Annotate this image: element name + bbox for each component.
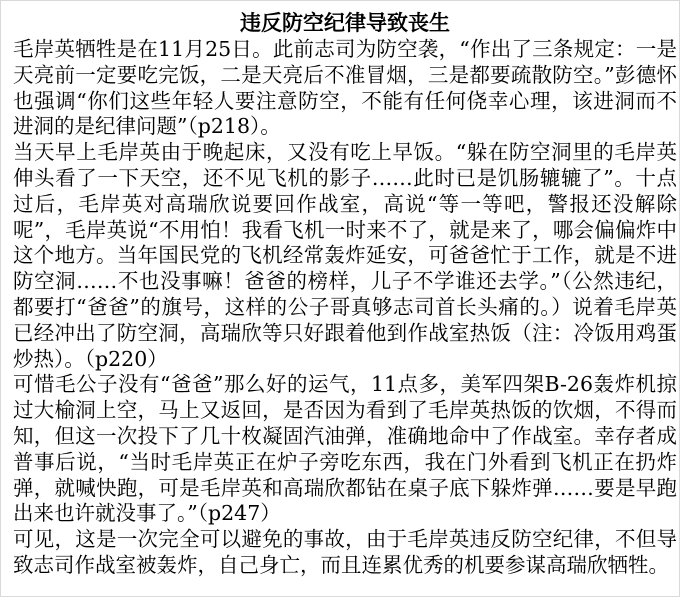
document-content	[13, 9, 677, 579]
paragraph-4: 可见，这是一次完全可以避免的事故，由于毛岸英违反防空纪律，不但导致志司作战室被轰炸，自己身亡，而且连累优秀的机要参谋高瑞欣牺牲。	[13, 527, 677, 577]
paragraph-3: 可惜毛公子没有“爸爸”那么好的运气，11点多，美军四架B-26轰炸机掠过大榆洞上空，马上又返回，是否因为看到了毛岸英热饭的饮烟，不得而知，但这一次投下了几十枚凝固汽油弹，准确地命中了作战室。幸存者成普事后说，“当时毛岸英正在炉子旁吃东西，我在门外看到飞机正在扔炸弹，就喊快跑，可是毛岸英和高瑞欣都钻在桌子底下躲炸弹……要是早跑出来也许就没事了。”（p247）	[13, 372, 677, 526]
document-title: 违反防空纪律导致丧生	[240, 10, 450, 35]
paragraph-2: 当天早上毛岸英由于晚起床，又没有吃上早饭。“躲在防空洞里的毛岸英伸头看了一下天空，还不见飞机的影子……此时已是饥肠辘辘了”。十点过后，毛岸英对高瑞欣说要回作战室，高说“等一等吧，警报还没解除呢”，毛岸英说“不用怕！我看飞机一时来不了，就是来了，哪会偏偏炸中这个地方。当年国民党的飞机经常轰炸延安，可爸爸忙于工作，就是不进防空洞……不也没事嘛！爸爸的榜样，儿子不学谁还去学。”（公然违纪，都要打“爸爸”的旗号，这样的公子哥真够志司首长头痛的。）说着毛岸英已经冲出了防空洞，高瑞欣等只好跟着他到作战室热饭（注：冷饭用鸡蛋炒热）。（p220）	[13, 140, 677, 371]
paragraph-1: 毛岸英牺牲是在11月25日。此前志司为防空袭，“作出了三条规定：一是天亮前一定要吃完饭，二是天亮后不准冒烟，三是都要疏散防空。”彭德怀也强调“你们这些年轻人要注意防空，不能有任何侥幸心理，该进洞而不进洞的是纪律问题”（p218）。	[13, 37, 677, 139]
